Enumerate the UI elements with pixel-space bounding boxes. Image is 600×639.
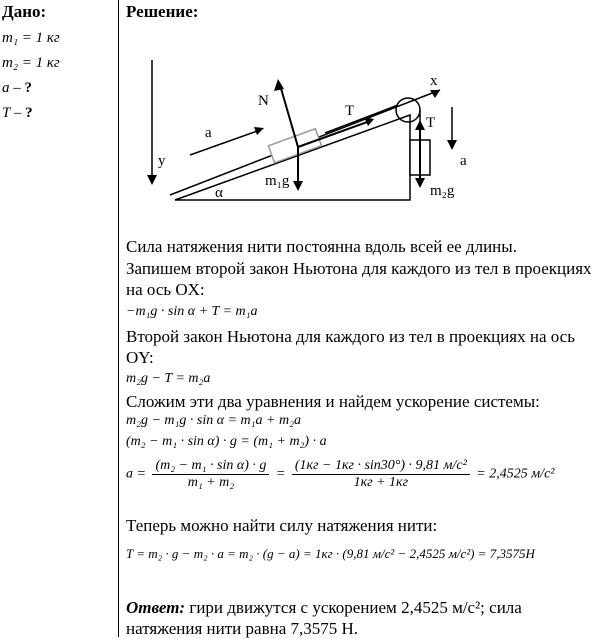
given-T-question: ?: [25, 105, 33, 121]
paragraph-1: Сила натяжения нити постоянна вдоль всей ее длины.: [126, 237, 517, 256]
solution-header: Решение:: [126, 2, 199, 21]
label-alpha: α: [215, 185, 223, 201]
label-y: y: [158, 153, 166, 169]
equation-4: (m₂ − m₁ · sin α) · g = (m₁ + m₂) · a: [126, 434, 327, 449]
equation-3: m₂g − m₁g · sin α = m₁a + m₂a: [126, 413, 301, 428]
answer: [126, 597, 596, 639]
label-T: T: [345, 103, 355, 119]
label-m2g: m₂g: [430, 183, 455, 199]
string-incline: [325, 105, 398, 133]
accel-arrow-1: [190, 130, 260, 155]
paragraph-5: Теперь можно найти силу натяжения нити:: [126, 516, 438, 535]
given-section: [2, 0, 116, 122]
given-a: a – ?: [2, 80, 32, 96]
pulley: [396, 98, 420, 122]
paragraph-2: Запишем второй закон Ньютона для каждого из тел в проекциях на ось OX:: [126, 259, 592, 299]
equation-5-fraction-1: $\frac{\text{(m₂ − m₁ · sin α) · g}}{\text{m₁ + m₂}}$: [152, 458, 269, 491]
equation-6: T = m₂ · g − m₂ · a = m₂ · (g − a) = 1кг · (9,81 м/с² − 2,4525 м/с²) = 7,3575H: [126, 546, 535, 561]
given-a-question: ?: [24, 80, 32, 96]
label-T2: T: [426, 115, 436, 131]
given-m2: m₂ = 1 кг: [2, 55, 60, 71]
equation-5-fraction-2: $\frac{\text{(1кг − 1кг · sin30°) · 9,81 м/с²}}{1кг + 1кг}$: [292, 458, 470, 491]
given-m1: m₁ = 1 кг: [2, 30, 60, 46]
label-N: N: [258, 93, 269, 109]
equation-1: −m₁g · sin α + T = m₁a: [126, 304, 258, 319]
answer-text: гири движутся с ускорением 2,4525 м/с²; сила натяжения нити равна 7,3575 Н.: [126, 598, 522, 638]
column-divider: [118, 0, 119, 637]
equation-5: a = $\frac{\text{(m₂ − m₁ · sin α) · g}}{\text{m₁ + m₂}}$ = $\frac{\text{(1кг − 1кг · sin30°) · 9,81 м/с²}}{1кг + 1кг}$ = 2,4525 м/с²: [126, 458, 555, 490]
given-header: Дано:: [2, 2, 47, 21]
label-m1g: m₁g: [265, 173, 290, 189]
incline-diagram: [140, 55, 520, 230]
label-a2: a: [460, 153, 467, 169]
given-T: T – ?: [2, 105, 33, 121]
label-a: a: [205, 125, 212, 141]
paragraph-4: Сложим эти два уравнения и найдем ускорение системы:: [126, 392, 540, 411]
answer-label: Ответ:: [126, 598, 186, 617]
equation-2: m₂g − T = m₂a: [126, 371, 211, 386]
paragraph-3: Второй закон Ньютона для каждого из тел в проекциях на ось OY:: [126, 327, 575, 367]
label-x: x: [430, 73, 438, 89]
